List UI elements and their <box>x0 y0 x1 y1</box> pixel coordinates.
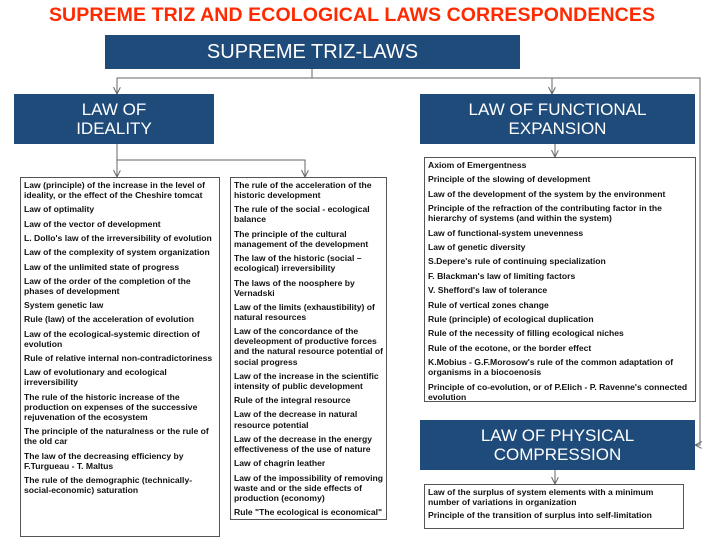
law-item: Law of the surplus of system elements with a minimum number of variations in organization <box>428 487 654 508</box>
law-item: Rule of the integral resource <box>234 395 351 406</box>
header-line: LAW OF PHYSICAL <box>480 425 635 445</box>
law-item: Rule of vertical zones change <box>428 299 549 310</box>
law-item: Law (principle) of the increase in the level of ideality, or the effect of the Cheshire tomcat <box>24 180 205 201</box>
law-of-physical-compression-header <box>420 420 695 470</box>
law-item: The principle of the cultural management of the development <box>234 228 369 249</box>
law-item: S.Depere's rule of continuing specialization <box>428 256 606 267</box>
page-title: SUPREME TRIZ AND ECOLOGICAL LAWS CORRESPONDENCES <box>48 4 656 26</box>
law-item: Law of the decrease in natural resource potential <box>234 409 358 430</box>
law-item: The rule of the acceleration of the historic development <box>234 180 372 201</box>
header-line: LAW OF <box>81 99 147 119</box>
law-item: Law of the order of the completion of the phases of development <box>24 275 191 296</box>
law-item: Axiom of Emergentness <box>428 160 527 170</box>
law-item: Law of the complexity of system organization <box>24 247 210 258</box>
law-item: Law of the decrease in the energy effectiveness of the use of nature <box>234 433 373 454</box>
law-item: The rule of the demographic (technically-social-economic) saturation <box>24 474 193 496</box>
law-item: The law of the historic (social – ecological) irreversibility <box>234 253 362 274</box>
ideality-laws-list-left <box>20 177 220 537</box>
functional-expansion-laws-list <box>424 157 696 402</box>
law-item: Law of the impossibility of removing waste and or the side effects of production (economy) <box>234 472 383 503</box>
header-line: LAW OF FUNCTIONAL <box>468 99 647 119</box>
law-item: The law of the decreasing efficiency by F.Turgueau - T. Maltus <box>24 450 184 471</box>
connector-top-branch <box>117 78 552 93</box>
law-item: Rule of the ecotone, or the border effect <box>428 342 592 353</box>
law-item: The principle of the naturalness or the rule of the old car <box>24 426 209 447</box>
law-item: Rule "The ecological is economical" <box>234 506 383 517</box>
header-line: IDEALITY <box>76 119 152 138</box>
header-line: COMPRESSION <box>493 445 622 464</box>
law-of-functional-expansion-header <box>420 94 695 144</box>
law-item: System genetic law <box>24 300 104 311</box>
law-item: Principle of co-evolution, or of P.Elich - P. Ravenne's connected evolution <box>428 381 688 402</box>
law-item: Law of the concordance of the develeopment of productive forces and the natural resource potential of social progress <box>234 326 383 367</box>
law-item: Law of genetic diversity <box>428 242 526 253</box>
law-item: Rule (principle) of ecological duplication <box>428 314 594 324</box>
law-of-ideality-header <box>14 94 214 144</box>
connector-ideality-right <box>117 160 305 176</box>
law-item: Rule of relative internal non-contradictoriness <box>24 353 213 364</box>
law-item: L. Dollo's law of the irreversibility of evolution <box>24 232 212 243</box>
supreme-triz-laws-header: SUPREME TRIZ-LAWS <box>105 35 520 69</box>
law-item: Law of the vector of development <box>24 218 161 229</box>
law-item: Law of the ecological-systemic direction of evolution <box>24 328 200 349</box>
law-item: Law of the limits (exhaustibility) of natural resources <box>234 301 375 322</box>
law-item: Law of evolutionary and ecological irreversibility <box>24 367 167 388</box>
law-item: Rule (law) of the acceleration of evolution <box>24 314 194 325</box>
ideality-laws-list-right <box>230 177 387 520</box>
law-item: Law of functional-system unevenness <box>428 227 584 238</box>
law-item: Law of chagrin leather <box>234 458 326 469</box>
law-item: Rule of the necessity of filling ecological niches <box>428 328 624 339</box>
law-item: F. Blackman's law of limiting factors <box>428 270 576 281</box>
law-item: The rule of the social - ecological balance <box>234 204 370 225</box>
law-item: V. Shefford's law of tolerance <box>428 285 548 296</box>
law-item: Law of the development of the system by the environment <box>428 188 666 199</box>
law-item: The laws of the noosphere by Vernadski <box>234 277 355 298</box>
law-item: Principle of the refraction of the contributing factor in the hierarchy of systems (and within the system) <box>428 203 662 224</box>
header-line: EXPANSION <box>508 119 607 138</box>
law-item: Principle of the slowing of development <box>428 174 591 185</box>
physical-compression-laws-list <box>424 484 684 529</box>
law-item: K.Mobius - G.F.Morosow's rule of the common adaptation of organisms in a biocoenosis <box>428 357 674 378</box>
law-item: Law of the increase in the scientific intensity of public development <box>234 370 379 391</box>
law-item: Law of optimality <box>24 204 95 215</box>
law-item: The rule of the historic increase of the production on expenses of the successive rejuvenation of the ecosystem <box>24 391 198 422</box>
law-item: Principle of the transition of surplus into self-limitation <box>428 510 652 521</box>
law-item: Law of the unlimited state of progress <box>24 261 180 272</box>
